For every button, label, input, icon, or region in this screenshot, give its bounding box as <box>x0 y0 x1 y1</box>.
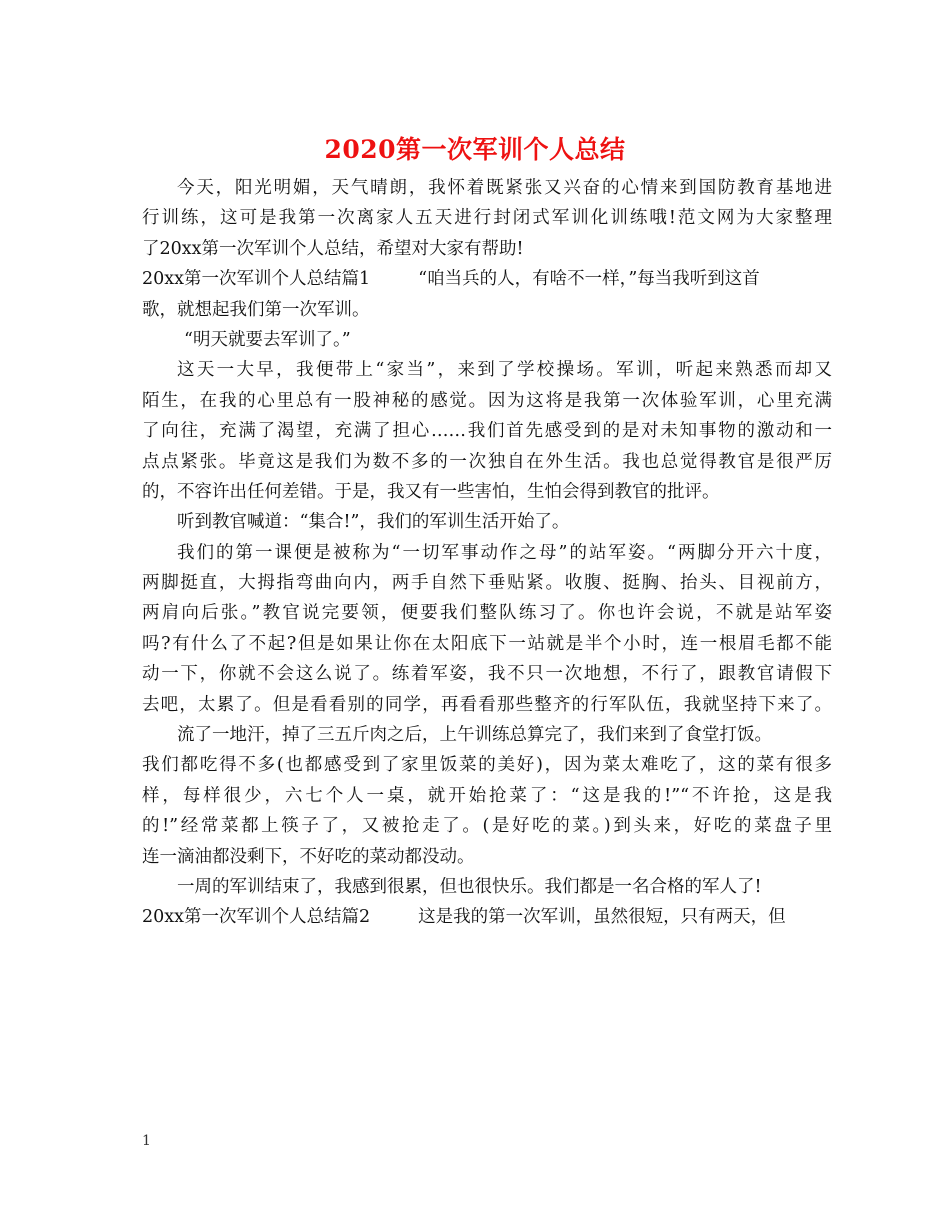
document-title: 2020第一次军训个人总结 <box>324 135 626 164</box>
paragraph-line: 两脚挺直，大拇指弯曲向内，两手自然下垂贴紧。收腹、挺胸、抬头、目视前方， <box>142 573 832 594</box>
paragraph-line: 今天，阳光明媚，天气晴朗，我怀着既紧张又兴奋的心情来到国防教育基地进 <box>177 178 832 198</box>
paragraph-text: “咱当兵的人，有啥不一样，”每当我听到这首 <box>418 269 760 290</box>
paragraph-line <box>142 902 832 932</box>
page-number: 1 <box>142 1133 151 1149</box>
paragraph-line: 样，每样很少，六七个人一桌，就开始抢菜了：“这是我的!”“不许抢，这是我 <box>142 785 832 806</box>
paragraph-line: 的!”经常菜都上筷子了，又被抢走了。(是好吃的菜。)到头来，好吃的菜盘子里 <box>142 816 832 837</box>
paragraph-line: 去吧，太累了。但是看看别的同学，再看看那些整齐的行军队伍，我就坚持下来了。 <box>142 694 832 715</box>
paragraph-line <box>142 264 832 294</box>
paragraph-line: 歌，就想起我们第一次军训。 <box>142 299 370 320</box>
paragraph-line: 的，不容许出任何差错。于是，我又有一些害怕，生怕会得到教官的批评。 <box>142 481 720 502</box>
paragraph-line: 连一滴油都没剩下，不好吃的菜动都没动。 <box>142 846 475 867</box>
paragraph-line: 行训练，这可是我第一次离家人五天进行封闭式军训化训练哦!范文网为大家整理 <box>142 208 832 229</box>
paragraph-line: 这天一大早，我便带上“家当”，来到了学校操场。军训，听起来熟悉而却又 <box>177 360 832 381</box>
paragraph-line: 流了一地汗，掉了三五斤肉之后，上午训练总算完了，我们来到了食堂打饭。 <box>177 725 772 746</box>
paragraph-line: 陌生，在我的心里总有一股神秘的感觉。因为这将是我第一次体验军训，心里充满 <box>142 390 832 411</box>
paragraph-line: 了20xx第一次军训个人总结，希望对大家有帮助! <box>142 238 524 259</box>
paragraph-line: 我们都吃得不多(也都感受到了家里饭菜的美好)，因为菜太难吃了，这的菜有很多 <box>142 755 832 776</box>
paragraph-line: 两肩向后张。”教官说完要领，便要我们整队练习了。你也许会说，不就是站军姿 <box>142 603 832 624</box>
paragraph-line: 一周的军训结束了，我感到很累，但也很快乐。我们都是一名合格的军人了! <box>177 876 762 897</box>
paragraph-line: 动一下，你就不会这么说了。练着军姿，我不只一次地想，不行了，跟教官请假下 <box>142 664 832 685</box>
paragraph-line: 了向往，充满了渴望，充满了担心……我们首先感受到的是对未知事物的激动和一 <box>142 421 832 442</box>
document-body <box>142 173 832 933</box>
paragraph-line: 吗?有什么了不起?但是如果让你在太阳底下一站就是半个小时，连一根眉毛都不能 <box>142 633 832 654</box>
paragraph-line: 点点紧张。毕竟这是我们为数不多的一次独自在外生活。我也总觉得教官是很严厉 <box>142 451 832 472</box>
paragraph-text: 这是我的第一次军训，虽然很短，只有两天，但 <box>418 907 786 928</box>
paragraph-line: “明天就要去军训了。” <box>184 329 351 350</box>
section-heading: 20xx第一次军训个人总结篇2 <box>142 907 371 928</box>
paragraph-line: 我们的第一课便是被称为“一切军事动作之母”的站军姿。“两脚分开六十度， <box>177 542 832 563</box>
section-heading: 20xx第一次军训个人总结篇1 <box>142 269 371 290</box>
paragraph-line: 听到教官喊道：“集合!”，我们的军训生活开始了。 <box>177 512 570 533</box>
